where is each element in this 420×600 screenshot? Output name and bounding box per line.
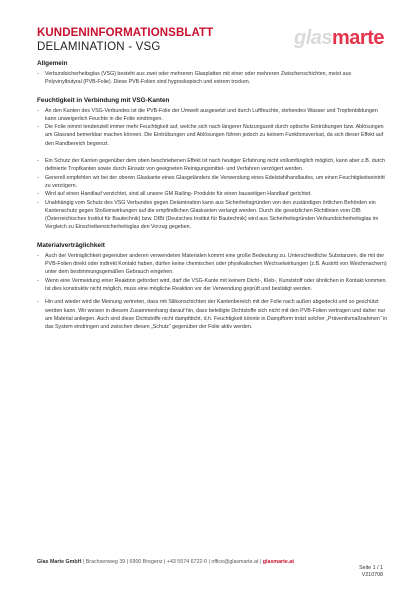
logo-marte-text: marte [332, 27, 384, 49]
footer-contact [37, 559, 294, 565]
list-item: - Unabhängig vom Schutz des VSG Verbundes gegen Delamination kann aus Sicherheitsgründen von den zuständigen örtlichen Behörden ein Kantenschutz gegen Stoßeinwirkungen auf die empfindlichen Glaskanten verlangt werden. Durch die gesetzlichen Richtlinien vom OIB (Österreichisches Institut für Bautechnik) bzw. DIBt (Deutsches Institut für Bautechnik) wird aus Sicherheitsgründen Verbundsicherheitsglas im Vergleich zu Einscheibensicherheitsglas den Vorzug gegeben. [37, 199, 389, 232]
list-item: - Die Folie nimmt tendenziell immer mehr Feuchtigkeit auf, welche sich nach längerer Nutzungszeit durch optische Eintrübungen bzw. Ablösungen am Glasrand bemerkbar machen können. Die Eintrübungen und Ablösungen führen jedoch zu keinem Funktionsverlust, da sich dieser Effekt auf den Randbereich begrenzt. [37, 123, 389, 148]
document-version: V210708 [361, 572, 383, 578]
list-item: - Wenn eine Vermeidung einer Reaktion gefordert wird, darf die VSG-Kante mit keinem Dicht-, Kleb-, Kunststoff oder ähnlichen in Kontakt kommen. Ist dies konstruktiv nicht möglich, muss eine mögliche Reaktion vor der Verwendung geprüft und bestätigt werden. [37, 277, 389, 294]
list-item: - Hin und wieder wird die Meinung vertreten, dass mit Silikonschichten der Kantenbereich mit der Folie nach außen abgedeckt und so geschützt werden kann. Wir weisen in diesem Zusammenhang darauf hin, dass beteiligte Dichtstoffe sich nicht mit den PVB-Folien vertragen und daher nur am Material anliegen. Auch sind diese Dichtstoffe nicht dampfdicht, d.h. Feuchtigkeit könnte in Dampfform trotzt solcher „Präventivmaßnahmen“ in das System eindringen und zwischen diesen „Schutz“ gegenüber der Folie aktiv werden. [37, 298, 389, 331]
document-content [37, 60, 389, 341]
section-feuchtigkeit [37, 97, 389, 232]
glasmarte-logo [294, 28, 384, 48]
document-title: KUNDENINFORMATIONSBLATT [37, 27, 214, 39]
list-item: - Auch der Verträglichkeit gegenüber anderen verwendeten Materialen kommt eine große Bedeutung zu. Unterschiedliche Substanzen, die mit der PVB-Folien direkt oder indirekt Kontakt haben, dürfen keine chemischen oder physikalischen Wechselwirkungen (z.B. Austritt von Weichmachern) unter dem bestimmungsgemäßen Gebrauch eingehen. [37, 252, 389, 277]
bullet-list [37, 70, 389, 87]
logo-glas-text: glas [293, 27, 333, 49]
list-item: - An den Kanten des VSG-Verbundes ist die PVB-Folie der Umwelt ausgesetzt und durch Luftfeuchte, stehendes Wasser und Tropfenbildungen kann unweigerlich Feuchte in die Folie eindringen. [37, 107, 389, 124]
document-subtitle: DELAMINATION - VSG [37, 41, 161, 53]
section-allgemein [37, 60, 389, 87]
footer-address: | Brachsenweg 39 | 6900 Bregenz | +43 5574 6722-0 | office@glasmarte.at | [81, 559, 263, 565]
bullet-list [37, 157, 389, 232]
section-material [37, 242, 389, 332]
footer-website-link[interactable]: glasmarte.at [262, 559, 295, 565]
section-heading: Feuchtigkeit in Verbindung mit VSG-Kanten [37, 96, 170, 104]
section-heading: Materialverträglichkeit [37, 241, 105, 249]
list-item: - Verbundsicherheitsglas (VSG) besteht aus zwei oder mehreren Glasplatten mit einer oder mehreren Zwischenschichten, meist aus Polyvinylbutyral (PVB-Folie). Diese PVB-Folien sind hygroskopisch und extrem trocken. [37, 70, 389, 87]
list-item: - Generell empfehlen wir bei der oberen Glaskante eines Glasgeländers die Verwendung eines Edelstahlhandlaufes, um einen Feuchtigkeitseintritt zu verzögern. [37, 174, 389, 191]
footer-company: Glas Marte GmbH [37, 559, 82, 565]
bullet-list [37, 252, 389, 332]
list-item: - Ein Schutz der Kanten gegenüber dem oben beschriebenen Effekt ist nach heutiger Erfahrung nicht vollumfänglich möglich, kann aber z.B. durch definierte Tropfkanten sowie durch Einsatz von geeigneten Reinigungsmittel- und Verfahren verzögert werden. [37, 157, 389, 174]
bullet-list [37, 107, 389, 148]
list-item: - Wird auf einen Handlauf verzichtet, sind all unsere GM Railing- Produkte für einen bauseitigen Handlauf gerichtet. [37, 190, 389, 198]
section-heading: Allgemein [37, 60, 68, 67]
page-number-block [359, 565, 383, 579]
page-number: Seite 1 / 1 [359, 565, 383, 571]
